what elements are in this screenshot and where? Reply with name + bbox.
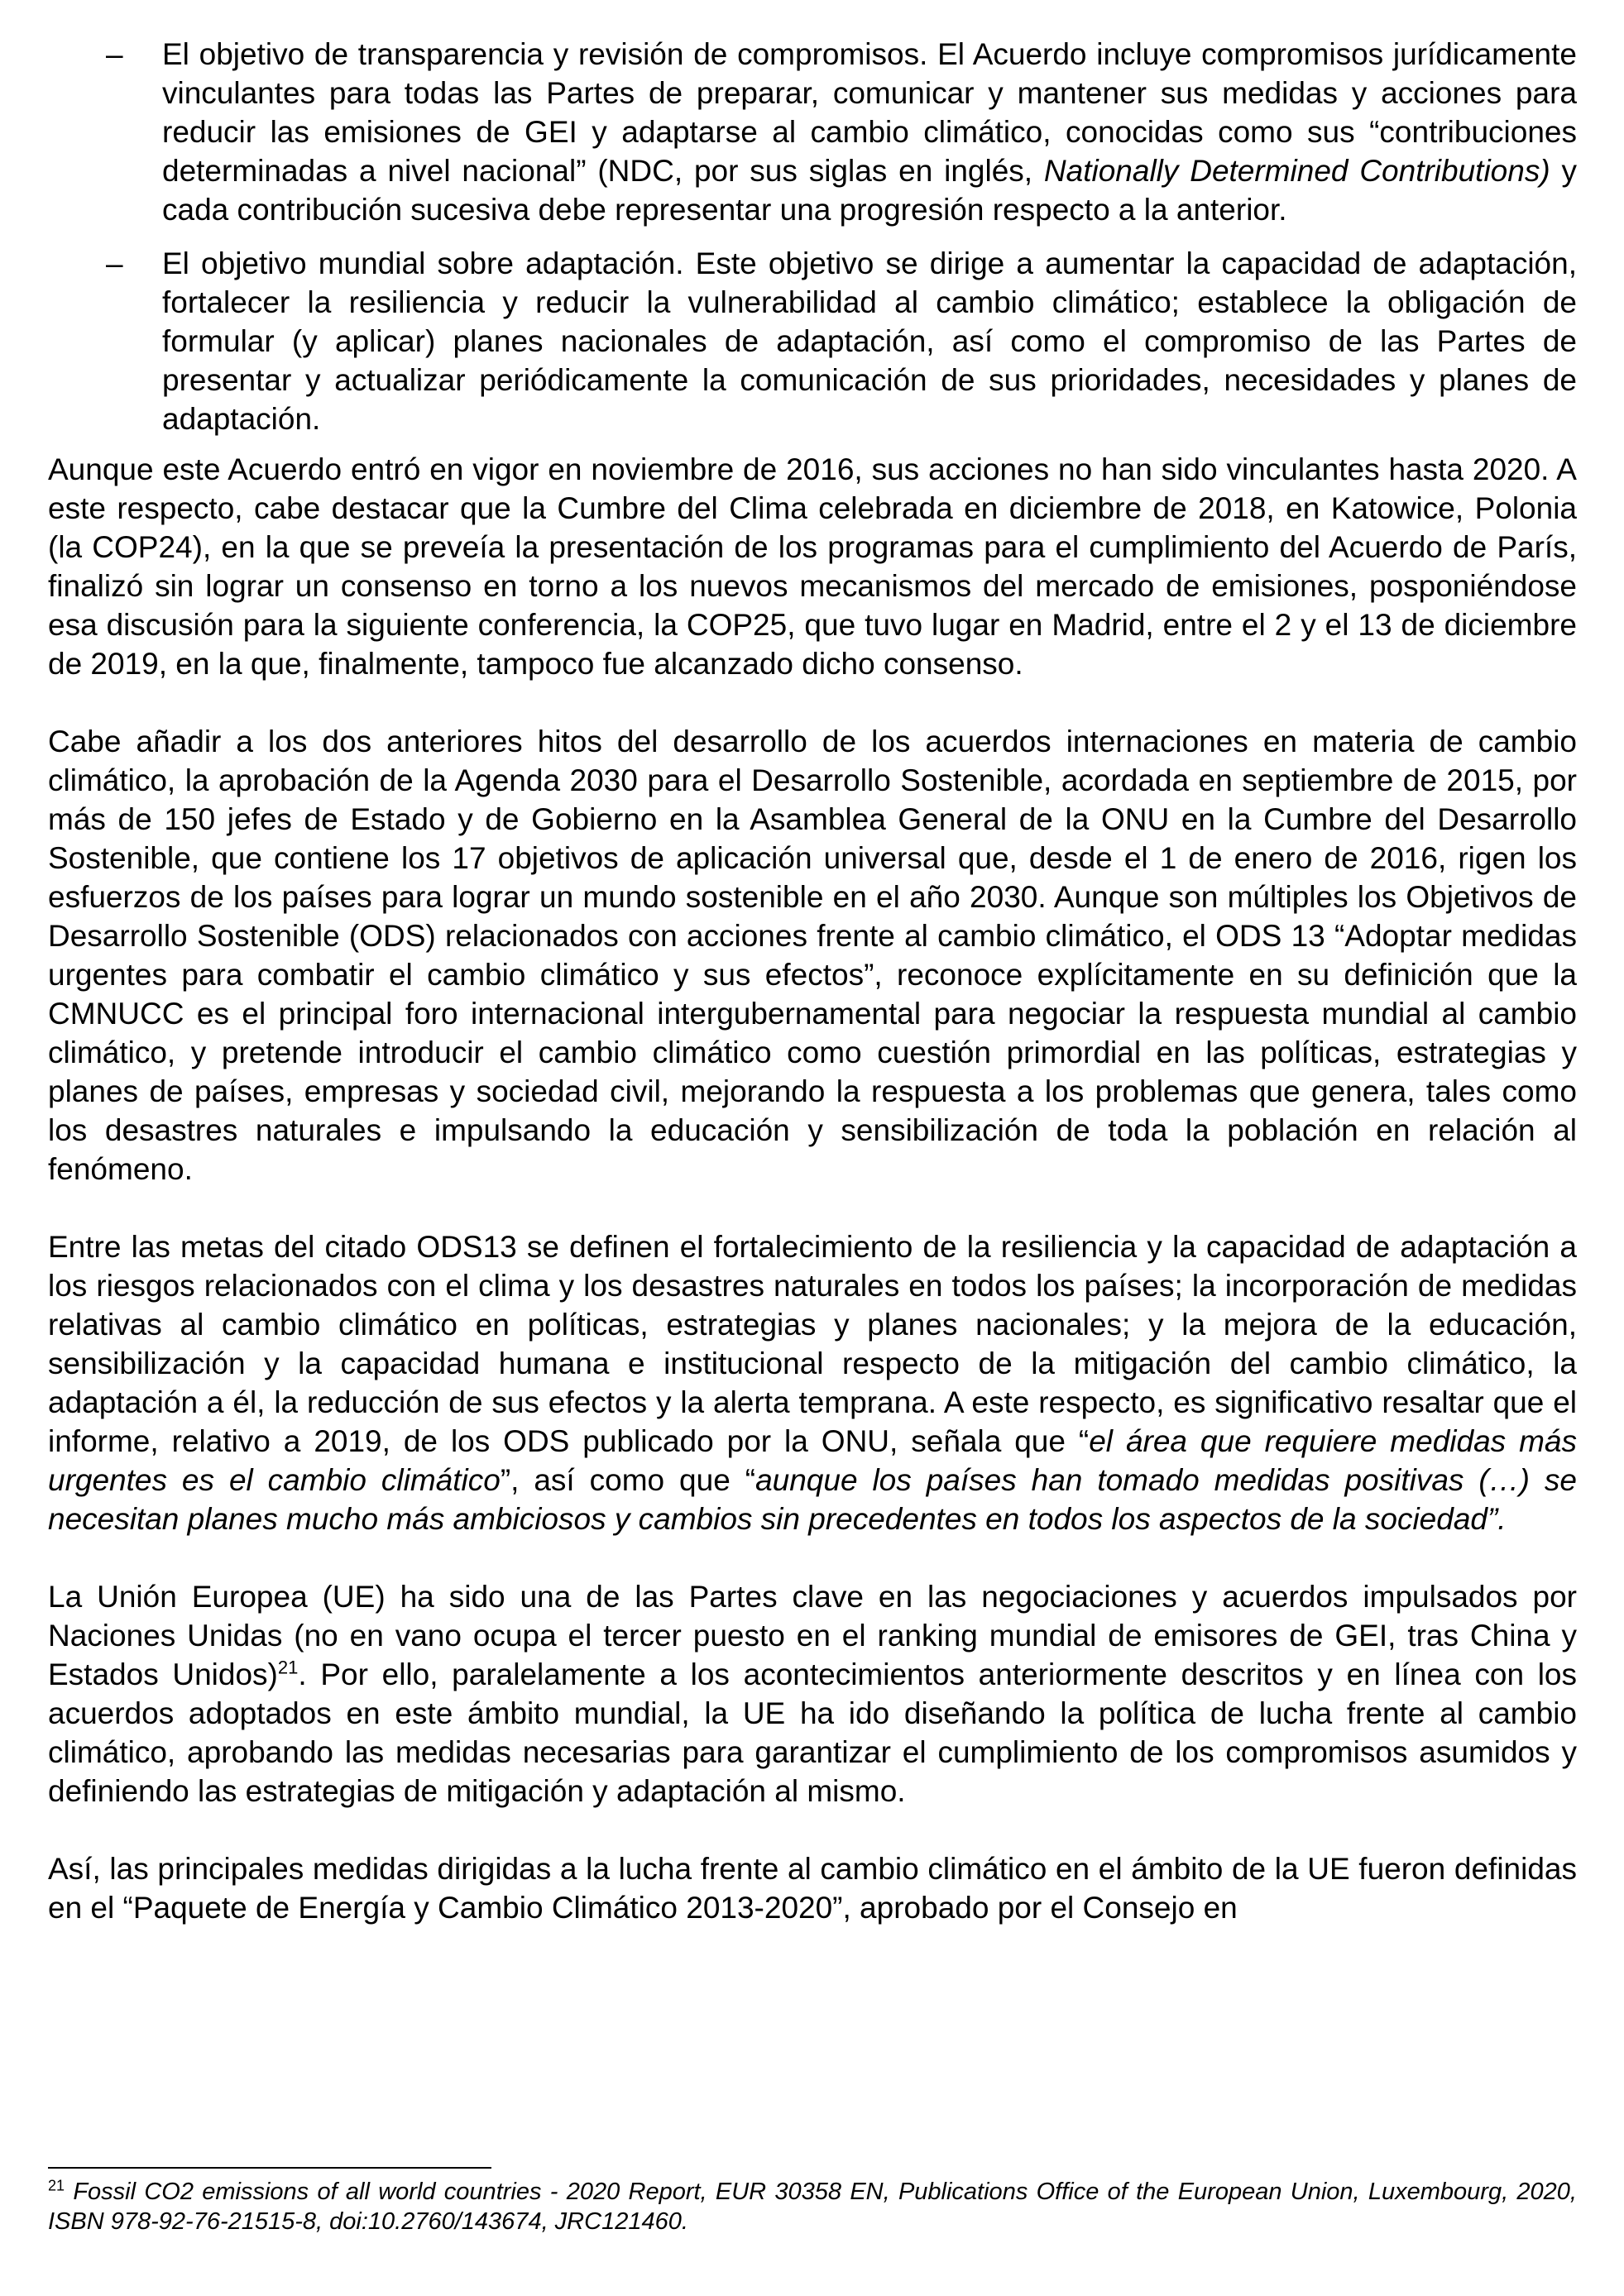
paragraph-paquete-energia: Así, las principales medidas dirigidas a la lucha frente al cambio climático en el ámbito de la UE fueron definidas en el “Paquete de Energía y Cambio Climático 2013-2020”, aprobado por el Consejo en — [48, 1852, 1577, 1925]
bullet-dash: – — [106, 37, 123, 71]
paragraph-agenda-2030: Cabe añadir a los dos anteriores hitos del desarrollo de los acuerdos internaciones en materia de cambio climático, la aprobación de la Agenda 2030 para el Desarrollo Sostenible, acordada en septiembre de 2015, por más de 150 jefes de Estado y de Gobierno en la Asamblea General de la ONU en la Cumbre del Desarrollo Sostenible, que contiene los 17 objetivos de aplicación universal que, desde el 1 de enero de 2016, rigen los esfuerzos de los países para lograr un mundo sostenible en el año 2030. Aunque son múltiples los Objetivos de Desarrollo Sostenible (ODS) relacionados con acciones frente al cambio climático, el ODS 13 “Adoptar medidas urgentes para combatir el cambio climático y sus efectos”, reconoce explícitamente en su definición que la CMNUCC es el principal foro internacional intergubernamental para negociar la respuesta mundial al cambio climático, y pretende introducir el cambio climático como cuestión primordial en las políticas, estrategias y planes de países, empresas y sociedad civil, mejorando la respuesta a los problemas que genera, tales como los desastres naturales e impulsando la educación y sensibilización de toda la población en relación al fenómeno. — [48, 725, 1577, 1186]
bullet-item-adaptation — [48, 244, 1577, 438]
footnote-separator — [48, 2167, 491, 2169]
bullet-text-end: y cada contribución sucesiva debe representar una progresión respecto a la anterior. — [162, 154, 1577, 227]
paragraph-text: La Unión Europea (UE) ha sido una de las Partes clave en las negociaciones y acuerdos impulsados por Naciones Unidas (no en vano ocupa el tercer puesto en el ranking mundial de emisores de GEI, tras China y Estados Unidos) — [48, 1580, 1577, 1691]
bullet-item-transparency — [48, 35, 1577, 229]
paragraph-acuerdo-vigor: Aunque este Acuerdo entró en vigor en noviembre de 2016, sus acciones no han sido vinculantes hasta 2020. A este respecto, cabe destacar que la Cumbre del Clima celebrada en diciembre de 2018, en Katowice, Polonia (la COP24), en la que se preveía la presentación de los programas para el cumplimiento del Acuerdo de París, finalizó sin lograr un consenso en torno a los nuevos mecanismos del mercado de emisiones, posponiéndose esa discusión para la siguiente conferencia, la COP25, que tuvo lugar en Madrid, entre el 2 y el 13 de diciembre de 2019, en la que, finalmente, tampoco fue alcanzado dicho consenso. — [48, 452, 1577, 681]
bullet-dash: – — [106, 246, 123, 280]
paragraph-ods13-metas — [48, 1227, 1577, 1538]
paragraph-union-europea — [48, 1577, 1577, 1810]
footnote-number: 21 — [48, 2177, 65, 2194]
quote-italic: el área que requiere medidas más urgentes es el cambio climático — [48, 1424, 1577, 1497]
quote-italic: aunque los países han tomado medidas positivas (…) se necesitan planes mucho más ambiciosos y cambios sin precedentes en todos los aspectos de la sociedad”. — [48, 1463, 1578, 1536]
bullet-text: El objetivo de transparencia y revisión de compromisos. El Acuerdo incluye compromisos jurídicamente vinculantes para todas las Partes de preparar, comunicar y mantener sus medidas y acciones para reducir las emisiones de GEI y adaptarse al cambio climático, conocidas como sus “contribuciones determinadas a nivel nacional” (NDC, por sus siglas en inglés, — [162, 37, 1577, 188]
paragraph-text: Entre las metas del citado ODS13 se definen el fortalecimiento de la resiliencia y la capacidad de adaptación a los riesgos relacionados con el clima y los desastres naturales en todos los países; la incorporación de medidas relativas al cambio climático en políticas, estrategias y planes nacionales; y la mejora de la educación, sensibilización y la capacidad humana e institucional respecto de la mitigación del cambio climático, la adaptación a él, la reducción de sus efectos y la alerta temprana. A este respecto, es significativo resaltar que el informe, relativo a 2019, de los ODS publicado por la ONU, señala que “ — [48, 1230, 1577, 1458]
paragraph-text: . Por ello, paralelamente a los acontecimientos anteriormente descritos y en línea con los acuerdos adoptados en este ámbito mundial, la UE ha ido diseñando la política de lucha frente al cambio climático, aprobando las medidas necesarias para garantizar el cumplimiento de los compromisos asumidos y definiendo las estrategias de mitigación y adaptación al mismo. — [48, 1657, 1578, 1808]
footnote-reference[interactable]: 21 — [277, 1657, 299, 1678]
document-body — [48, 35, 1577, 1927]
footnote-text: Fossil CO2 emissions of all world countries - 2020 Report, EUR 30358 EN, Publications Office of the European Union, Luxembourg, 2020, ISBN 978-92-76-21515-8, doi:10.2760/143674, JRC121460. — [48, 2179, 1577, 2235]
footnote — [48, 2177, 1577, 2236]
bullet-text-italic: Nationally Determined Contributions) — [1043, 154, 1550, 188]
bullet-text: El objetivo mundial sobre adaptación. Este objetivo se dirige a aumentar la capacidad de adaptación, fortalecer la resiliencia y reducir la vulnerabilidad al cambio climático; establece la obligación de formular (y aplicar) planes nacionales de adaptación, así como el compromiso de las Partes de presentar y actualizar periódicamente la comunicación de sus prioridades, necesidades y planes de adaptación. — [162, 246, 1577, 436]
paragraph-text: ”, así como que “ — [500, 1463, 756, 1497]
